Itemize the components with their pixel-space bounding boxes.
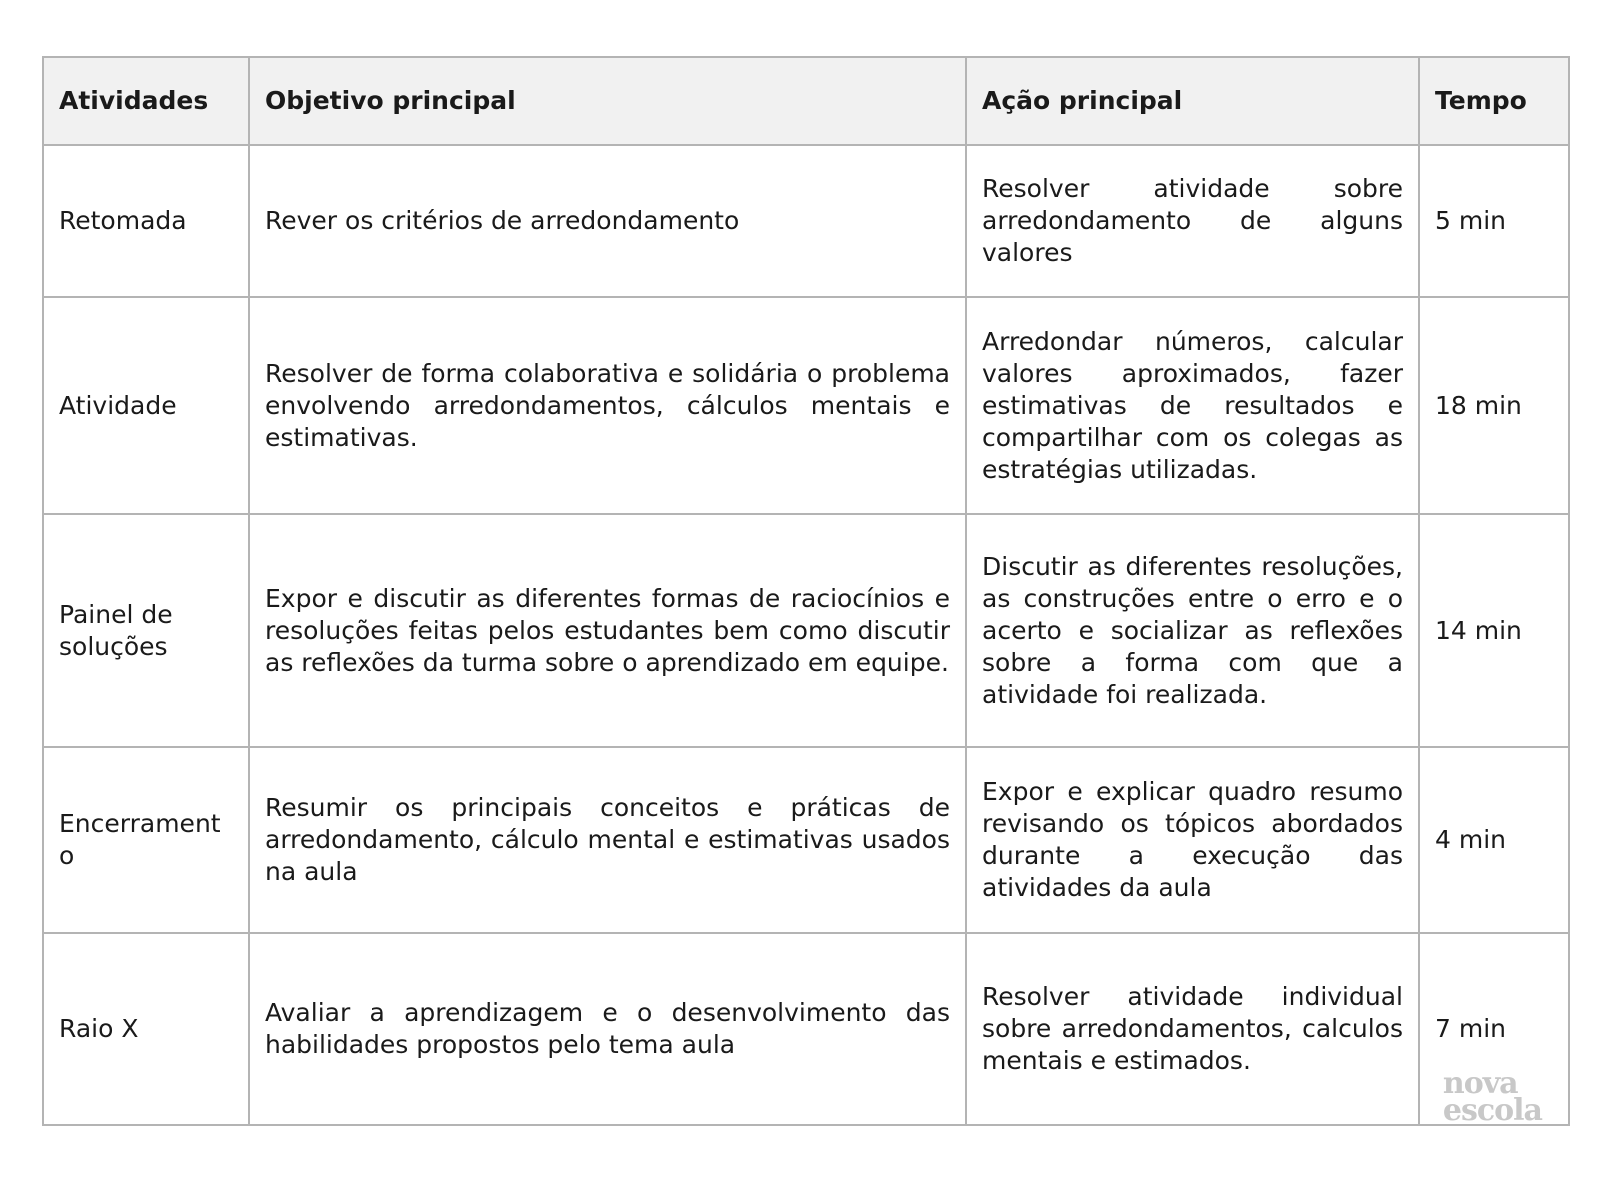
cell-atividade: Retomada [43, 145, 249, 297]
table-row [43, 933, 1569, 1125]
table-row [43, 145, 1569, 297]
cell-tempo: 5 min [1419, 145, 1569, 297]
table-row [43, 514, 1569, 747]
cell-atividade: Raio X [43, 933, 249, 1125]
lesson-plan-table [42, 56, 1570, 1126]
watermark-line-2: escola [1442, 1093, 1542, 1128]
table-header-row [43, 57, 1569, 145]
cell-objetivo: Rever os critérios de arredondamento [249, 145, 966, 297]
cell-atividade: Painel de soluções [43, 514, 249, 747]
cell-acao: Resolver atividade sobre arredondamento de alguns valores [966, 145, 1419, 297]
header-atividades: Atividades [43, 57, 249, 145]
cell-tempo: 14 min [1419, 514, 1569, 747]
cell-objetivo: Expor e discutir as diferentes formas de raciocínios e resoluções feitas pelos estudantes bem como discutir as reflexões da turma sobre o aprendizado em equipe. [249, 514, 966, 747]
watermark-line-1: nova [1442, 1066, 1518, 1101]
header-acao: Ação principal [966, 57, 1419, 145]
cell-tempo: 4 min [1419, 747, 1569, 933]
nova-escola-watermark-logo [1442, 1066, 1542, 1128]
lesson-plan-table-container [42, 56, 1568, 1126]
cell-acao: Resolver atividade individual sobre arredondamentos, calculos mentais e estimados. [966, 933, 1419, 1125]
cell-tempo: 18 min [1419, 297, 1569, 514]
cell-acao: Discutir as diferentes resoluções, as construções entre o erro e o acerto e socializar as reflexões sobre a forma com que a atividade foi realizada. [966, 514, 1419, 747]
cell-acao: Arredondar números, calcular valores aproximados, fazer estimativas de resultados e compartilhar com os colegas as estratégias utilizadas. [966, 297, 1419, 514]
cell-objetivo: Resolver de forma colaborativa e solidária o problema envolvendo arredondamentos, cálculos mentais e estimativas. [249, 297, 966, 514]
cell-atividade: Encerramento [43, 747, 249, 933]
cell-atividade: Atividade [43, 297, 249, 514]
cell-tempo: 7 min [1435, 1014, 1506, 1043]
table-row [43, 297, 1569, 514]
header-tempo: Tempo [1419, 57, 1569, 145]
cell-acao: Expor e explicar quadro resumo revisando os tópicos abordados durante a execução das atividades da aula [966, 747, 1419, 933]
cell-objetivo: Avaliar a aprendizagem e o desenvolvimento das habilidades propostos pelo tema aula [249, 933, 966, 1125]
header-objetivo: Objetivo principal [249, 57, 966, 145]
table-row [43, 747, 1569, 933]
cell-tempo-last [1419, 933, 1569, 1128]
cell-objetivo: Resumir os principais conceitos e práticas de arredondamento, cálculo mental e estimativas usados na aula [249, 747, 966, 933]
